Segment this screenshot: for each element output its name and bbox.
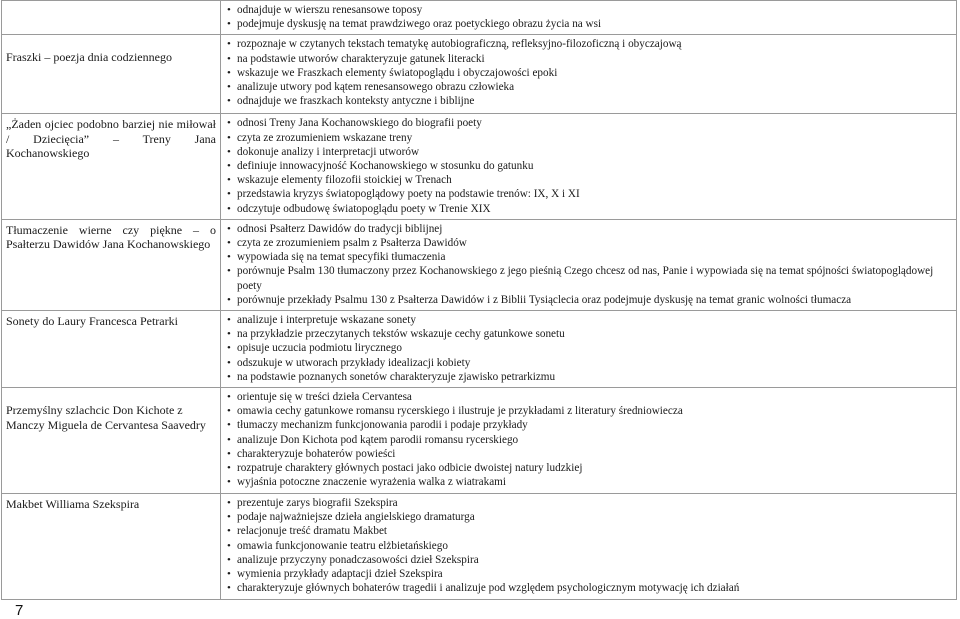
skills-cell (221, 35, 957, 114)
table-row (2, 114, 957, 219)
list-item: • wskazuje elementy filozofii stoickiej w Trenach (227, 173, 950, 187)
page-number: 7 (15, 602, 24, 619)
topic-cell: Tłumaczenie wierne czy piękne – o Psałterzu Dawidów Jana Kochanowskiego (2, 219, 221, 310)
list-item: • podejmuje dyskusję na temat prawdziwego oraz poetyckiego obrazu życia na wsi (227, 17, 950, 31)
topic-cell: Makbet Williama Szekspira (2, 494, 221, 600)
list-item: • odnajduje we fraszkach konteksty antyczne i biblijne (227, 94, 950, 108)
skills-cell (221, 1, 957, 35)
list-item: • porównuje Psalm 130 tłumaczony przez Kochanowskiego z jego pieśnią Czego chcesz od nas, Panie i wypowiada się na temat spójności światopoglądowej poety (227, 264, 950, 292)
list-item: • czyta ze zrozumieniem psalm z Psałterza Dawidów (227, 236, 950, 250)
skills-cell (221, 494, 957, 600)
list-item: • charakteryzuje bohaterów powieści (227, 447, 950, 461)
list-item: • analizuje Don Kichota pod kątem parodii romansu rycerskiego (227, 433, 950, 447)
list-item: • na przykładzie przeczytanych tekstów wskazuje cechy gatunkowe sonetu (227, 327, 950, 341)
skills-list (227, 3, 950, 31)
skills-list (227, 313, 950, 384)
list-item: • przedstawia kryzys światopoglądowy poety na podstawie trenów: IX, X i XI (227, 187, 950, 201)
list-item: • tłumaczy mechanizm funkcjonowania parodii i podaje przykłady (227, 418, 950, 432)
list-item: • podaje najważniejsze dzieła angielskiego dramaturga (227, 510, 950, 524)
table-row (2, 494, 957, 600)
list-item: • wymienia przykłady adaptacji dzieł Szekspira (227, 567, 950, 581)
skills-list (227, 390, 950, 489)
list-item: • dokonuje analizy i interpretacji utworów (227, 145, 950, 159)
skills-list (227, 37, 950, 108)
skills-cell (221, 311, 957, 388)
list-item: • odnosi Treny Jana Kochanowskiego do biografii poety (227, 116, 950, 130)
list-item: • czyta ze zrozumieniem wskazane treny (227, 131, 950, 145)
table-row (2, 219, 957, 310)
list-item: • odnajduje w wierszu renesansowe toposy (227, 3, 950, 17)
skills-list (227, 496, 950, 595)
skills-cell (221, 388, 957, 494)
list-item: • analizuje i interpretuje wskazane sonety (227, 313, 950, 327)
list-item: • prezentuje zarys biografii Szekspira (227, 496, 950, 510)
table-row (2, 388, 957, 494)
list-item: • orientuje się w treści dzieła Cervantesa (227, 390, 950, 404)
list-item: • porównuje przekłady Psalmu 130 z Psałterza Dawidów i z Biblii Tysiąclecia oraz podejmuje dyskusję na temat granic wolności tłumacza (227, 293, 950, 307)
list-item: • wyjaśnia potoczne znaczenie wyrażenia walka z wiatrakami (227, 475, 950, 489)
topic-cell (2, 388, 221, 494)
list-item: • omawia cechy gatunkowe romansu rycerskiego i ilustruje je przykładami z literatury średniowiecza (227, 404, 950, 418)
list-item: • odczytuje odbudowę światopoglądu poety w Trenie XIX (227, 202, 950, 216)
curriculum-table (1, 0, 957, 600)
list-item: • definiuje innowacyjność Kochanowskiego w stosunku do gatunku (227, 159, 950, 173)
table-row (2, 35, 957, 114)
list-item: • rozpoznaje w czytanych tekstach tematykę autobiograficzną, refleksyjno-filozoficzną i obyczajową (227, 37, 950, 51)
list-item: • na podstawie poznanych sonetów charakteryzuje zjawisko petrarkizmu (227, 370, 950, 384)
skills-cell (221, 219, 957, 310)
list-item: • analizuje utwory pod kątem renesansowego obrazu człowieka (227, 80, 950, 94)
list-item: • omawia funkcjonowanie teatru elżbietańskiego (227, 539, 950, 553)
table-row (2, 311, 957, 388)
list-item: • na podstawie utworów charakteryzuje gatunek literacki (227, 52, 950, 66)
skills-cell (221, 114, 957, 219)
list-item: • rozpatruje charaktery głównych postaci jako odbicie dwoistej natury ludzkiej (227, 461, 950, 475)
list-item: • analizuje przyczyny ponadczasowości dzieł Szekspira (227, 553, 950, 567)
topic-cell: Sonety do Laury Francesca Petrarki (2, 311, 221, 388)
topic-cell: „Żaden ojciec podobno barziej nie miłował / Dziecięcia” – Treny Jana Kochanowskiego (2, 114, 221, 219)
topic-cell (2, 1, 221, 35)
list-item: • charakteryzuje głównych bohaterów tragedii i analizuje pod względem psychologicznym motywację ich działań (227, 581, 950, 595)
topic-cell (2, 35, 221, 114)
list-item: • wskazuje we Fraszkach elementy światopoglądu i obyczajowości epoki (227, 66, 950, 80)
list-item: • opisuje uczucia podmiotu lirycznego (227, 341, 950, 355)
skills-list (227, 222, 950, 307)
skills-list (227, 116, 950, 215)
table-row (2, 1, 957, 35)
list-item: • relacjonuje treść dramatu Makbet (227, 524, 950, 538)
list-item: • wypowiada się na temat specyfiki tłumaczenia (227, 250, 950, 264)
list-item: • odnosi Psałterz Dawidów do tradycji biblijnej (227, 222, 950, 236)
topic-title: Przemyślny szlachcic Don Kichote z Manczy Miguela de Cervantesa Saavedry (6, 403, 206, 432)
topic-title: Fraszki – poezja dnia codziennego (6, 50, 172, 65)
list-item: • odszukuje w utworach przykłady idealizacji kobiety (227, 356, 950, 370)
